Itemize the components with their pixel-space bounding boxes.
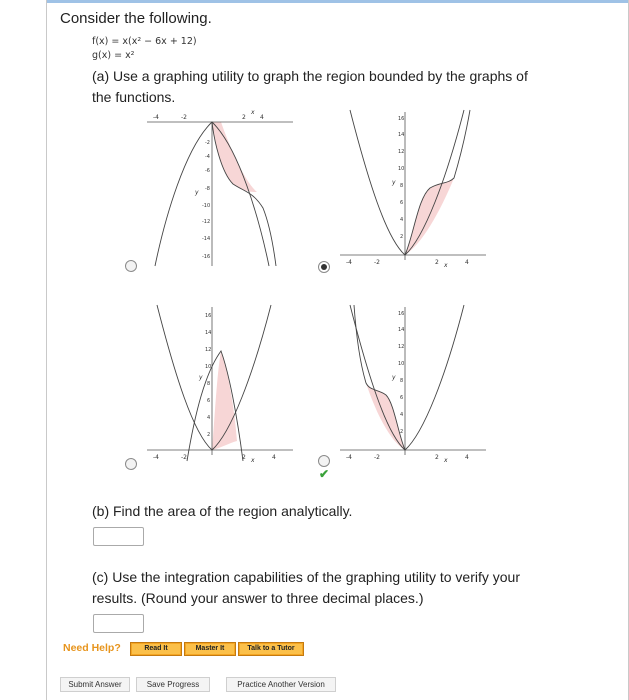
- graph-1-xtick-3: 2: [242, 114, 246, 121]
- graph-2-ytick-8: 2: [400, 234, 404, 240]
- graph-3-ytick-7: 4: [207, 415, 211, 421]
- graph-3-xtick-2: -2: [181, 454, 187, 461]
- graph-1-ytick-2: -4: [205, 154, 210, 160]
- graph-3-xtick-3: 2: [242, 454, 246, 461]
- part-a-text-line2: the functions.: [92, 89, 176, 105]
- save-progress-button[interactable]: Save Progress: [136, 677, 210, 692]
- graph-2-ytick-2: 14: [398, 132, 405, 138]
- graph-3-ylabel: y: [199, 374, 203, 381]
- graph-1-ytick-3: -6: [205, 168, 210, 174]
- correct-check-icon: ✔: [319, 467, 330, 481]
- part-c-answer-input[interactable]: [93, 614, 144, 633]
- graph-2-ytick-7: 4: [400, 217, 404, 223]
- part-b-text: (b) Find the area of the region analytically.: [92, 503, 353, 519]
- graph-3-xtick-4: 4: [272, 454, 276, 461]
- graph-3-ytick-1: 16: [205, 313, 212, 319]
- graph-2-ytick-6: 6: [400, 200, 404, 206]
- graph-1-xtick-4: 4: [260, 114, 264, 121]
- graph-4-ytick-8: 2: [400, 429, 404, 435]
- graph-3-ytick-8: 2: [207, 432, 211, 438]
- graph-2-ytick-1: 16: [398, 116, 405, 122]
- graph-1-xtick-1: -4: [153, 114, 159, 121]
- practice-another-version-button[interactable]: Practice Another Version: [226, 677, 336, 692]
- graph-4-ytick-6: 6: [400, 395, 404, 401]
- graph-4-xtick-3: 2: [435, 454, 439, 461]
- graph-2-region: [405, 178, 454, 255]
- master-it-label: Master It: [186, 644, 234, 654]
- graph-2-xtick-3: 2: [435, 259, 439, 266]
- graph-1-xlabel: x: [251, 109, 255, 116]
- graph-4-ytick-5: 8: [400, 378, 404, 384]
- graph-1-ytick-6: -12: [202, 219, 211, 225]
- read-it-label: Read It: [132, 644, 180, 654]
- graph-2-xtick-1: -4: [346, 259, 352, 266]
- graph-4-xtick-1: -4: [346, 454, 352, 461]
- graph-1-ytick-4: -8: [205, 186, 210, 192]
- graph-2-ylabel: y: [392, 179, 396, 186]
- master-it-button[interactable]: [184, 642, 236, 656]
- graph-2-ytick-3: 12: [398, 149, 405, 155]
- graph-option-3: [145, 303, 295, 463]
- graph-3-ytick-3: 12: [205, 347, 212, 353]
- part-b-answer-input[interactable]: [93, 527, 144, 546]
- graph-4-ytick-1: 16: [398, 311, 405, 317]
- graph-3-xtick-1: -4: [153, 454, 159, 461]
- graph-2-xtick-2: -2: [374, 259, 380, 266]
- graph-2-ytick-5: 8: [400, 183, 404, 189]
- submit-answer-button[interactable]: Submit Answer: [60, 677, 130, 692]
- graph-option-1-radio[interactable]: [125, 260, 137, 272]
- graph-option-3-radio[interactable]: [125, 458, 137, 470]
- graph-1-ytick-7: -14: [202, 236, 211, 242]
- graph-4-ytick-7: 4: [400, 412, 404, 418]
- graph-option-2-radio[interactable]: [318, 261, 330, 273]
- graph-option-1: [145, 108, 295, 268]
- question-title: Consider the following.: [60, 10, 212, 27]
- graph-4-ytick-4: 10: [398, 361, 405, 367]
- graph-4-ylabel: y: [392, 374, 396, 381]
- graph-3-ytick-2: 14: [205, 330, 212, 336]
- graph-1-region: [212, 122, 257, 192]
- graph-3-xlabel: x: [251, 457, 255, 463]
- read-it-button[interactable]: [130, 642, 182, 656]
- graph-option-4: [338, 303, 488, 463]
- graph-2-xlabel: x: [444, 262, 448, 268]
- part-c-text-line2: results. (Round your answer to three decimal places.): [92, 590, 424, 606]
- graph-1-xtick-2: -2: [181, 114, 187, 121]
- function-f-definition: f(x) = x(x² − 6x + 12): [92, 36, 197, 47]
- talk-to-tutor-label: Talk to a Tutor: [240, 644, 302, 654]
- part-a-text-line1: (a) Use a graphing utility to graph the region bounded by the graphs of: [92, 68, 528, 84]
- graph-2-ytick-4: 10: [398, 166, 405, 172]
- graph-3-ytick-5: 8: [207, 381, 211, 387]
- graph-2-xtick-4: 4: [465, 259, 469, 266]
- talk-to-tutor-button[interactable]: [238, 642, 304, 656]
- graph-1-ylabel: y: [195, 189, 199, 196]
- graph-1-ytick-8: -16: [202, 254, 211, 260]
- need-help-label: Need Help?: [63, 642, 121, 654]
- graph-4-curve-g: [350, 305, 464, 450]
- graph-4-ytick-3: 12: [398, 344, 405, 350]
- graph-option-2: [338, 108, 488, 268]
- part-c-text-line1: (c) Use the integration capabilities of the graphing utility to verify your: [92, 569, 520, 585]
- graph-option-4-radio[interactable]: [318, 455, 330, 467]
- graph-1-ytick-1: -2: [205, 140, 210, 146]
- graph-3-ytick-4: 10: [205, 364, 212, 370]
- graph-4-xtick-2: -2: [374, 454, 380, 461]
- graph-4-xlabel: x: [444, 457, 448, 463]
- graph-4-ytick-2: 14: [398, 327, 405, 333]
- graph-3-ytick-6: 6: [207, 398, 211, 404]
- function-g-definition: g(x) = x²: [92, 50, 135, 61]
- graph-1-ytick-5: -10: [202, 203, 211, 209]
- graph-4-xtick-4: 4: [465, 454, 469, 461]
